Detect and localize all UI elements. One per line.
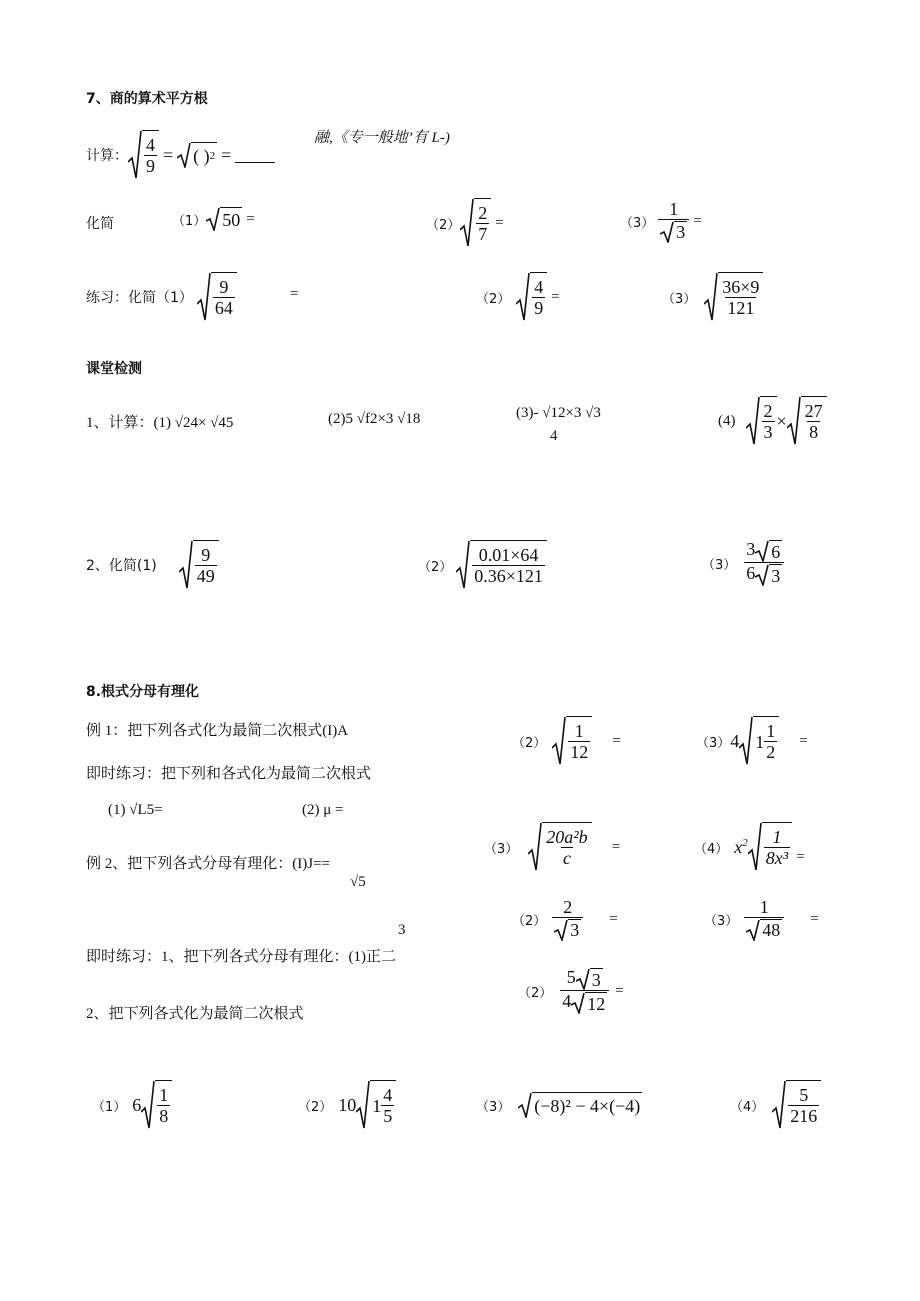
practice-1-1: (1) √L5=: [108, 802, 163, 818]
check-q2-3: （3） 3 6 6 3: [702, 540, 784, 586]
check-q1-2: (2)5 √f2×3 √18: [328, 411, 421, 427]
example-1-3: （3） 4 1 $\frac{1}{2}$ =: [696, 716, 808, 766]
check-q1-4: (4) $\frac{2}{3}$ × $\frac{27}{8}$: [718, 396, 827, 446]
check-title: 课堂检测: [86, 361, 142, 377]
simplify-label: 化简: [86, 216, 114, 232]
practice-2-2: （2） 5 3 4 12 =: [518, 967, 624, 1014]
example-1: 例 1：把下列各式化为最简二次根式(I)A: [86, 723, 349, 739]
stray-3: 3: [398, 922, 406, 938]
general-note: 融,《专一般地’有 L-): [314, 130, 450, 146]
example-1-2: （2） $\frac{1}{12}$ =: [512, 716, 621, 766]
sqrt-paren: ( ) 2: [177, 142, 217, 168]
practice-1-eq: =: [290, 286, 299, 302]
check-q1-1: 1、计算：(1) √24× √45: [86, 415, 234, 431]
calc-row: 计算： $\frac{4}{9}$ = ( ) 2 =: [86, 130, 275, 180]
example-2-2: （2） $\frac{2}{3}$ =: [512, 897, 618, 941]
practice-3: 2、把下列各式化为最简二次根式: [86, 1006, 304, 1022]
example-2-3: （3） $\frac{1}{48}$ =: [704, 897, 819, 941]
practice-1: 即时练习：把下列和各式化为最简二次根式: [86, 766, 372, 782]
practice-1-2: (2) μ =: [302, 802, 344, 818]
simplify-2: （2） $\frac{2}{7}$ =: [426, 198, 504, 248]
practice-1-4: （4） $x^2$ $\frac{1}{\text{8x³}}$ =: [694, 822, 805, 872]
section-7-title: 7、商的算术平方根: [86, 91, 208, 107]
final-1: （1） 6 $\frac{1}{8}$: [92, 1080, 172, 1130]
calc-label: 计算：: [86, 148, 128, 164]
check-q1-3: (3)- √12×3 √3: [516, 405, 601, 421]
practice-3: （3） $\frac{36\times 9}{121}$: [662, 272, 763, 322]
practice-1-3: （3） $\frac{\text{20a²b}}{c}$ =: [484, 822, 620, 872]
practice-row: 练习：化简（1） $\frac{9}{64}$: [86, 272, 237, 322]
simplify-3: （3） $\frac{1}{3}$ =: [620, 199, 702, 243]
check-q2-2: （2） $\frac{0.01\times 64}{0.36\times 121}$: [418, 540, 547, 590]
simplify-1: （1） 50 =: [172, 207, 255, 231]
example-2-sub: √5: [350, 874, 366, 890]
section-8-title: 8.根式分母有理化: [86, 684, 200, 700]
practice-2: 即时练习：1、把下列各式分母有理化：(1)正二: [86, 949, 396, 965]
final-4: （4） $\frac{5}{216}$: [730, 1080, 821, 1130]
sqrt-4-9: $\frac{4}{9}$: [128, 130, 159, 180]
answer-blank[interactable]: [235, 148, 275, 163]
check-q2-1: 2、化简(1) $\frac{9}{49}$: [86, 540, 219, 590]
final-2: （2） 10 1 $\frac{4}{5}$: [298, 1080, 396, 1130]
final-3: （3） (−8)² − 4×(−4): [476, 1092, 642, 1118]
practice-2: （2） $\frac{4}{9}$ =: [476, 272, 560, 322]
check-q1-3-sub: 4: [550, 428, 558, 444]
example-2: 例 2、把下列各式分母有理化：(I)J==: [86, 856, 330, 872]
